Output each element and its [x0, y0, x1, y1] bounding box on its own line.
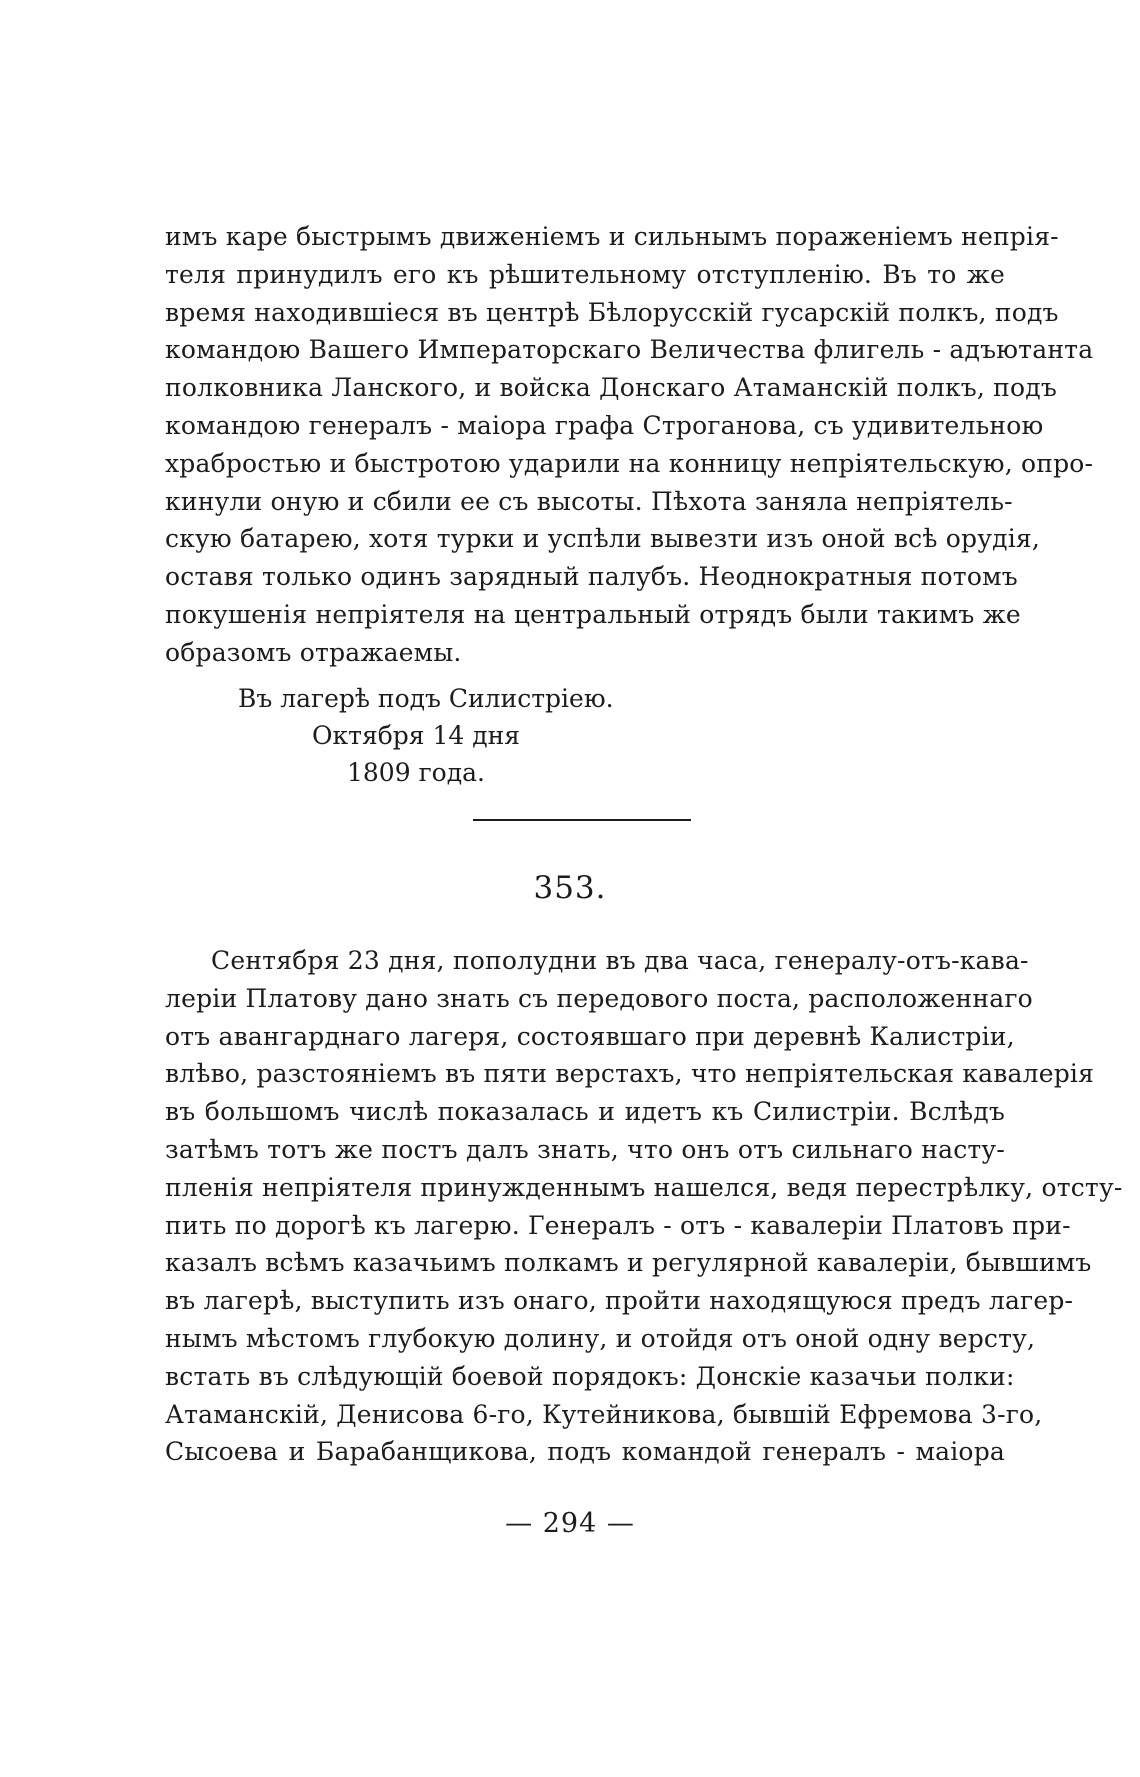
signature-place: Въ лагерѣ подъ Силистріею. [238, 684, 614, 713]
document-number: 353. [533, 870, 607, 906]
text-line: въ большомъ числѣ показалась и идетъ къ Силистріи. Вслѣдъ [165, 1097, 1005, 1127]
text-line: пить по дорогѣ къ лагерю. Генералъ - отъ - кавалеріи Платовъ при- [165, 1210, 1071, 1240]
text-line: затѣмъ тотъ же постъ далъ знать, что онъ отъ сильнаго насту- [165, 1134, 1005, 1164]
text-line: время находившіеся въ центрѣ Бѣлорусскій гусарскій полкъ, подъ [165, 297, 1059, 327]
text-line: Сысоева и Барабанщикова, подъ командой генералъ - маіора [165, 1437, 1005, 1467]
text-line: командою Вашего Императорскаго Величества флигель - адъютанта [165, 335, 1094, 365]
text-line: влѣво, разстояніемъ въ пяти верстахъ, что непріятельская кавалерія [165, 1059, 1095, 1089]
text-line: храбростью и быстротою ударили на конницу непріятельскую, опро- [165, 448, 1094, 478]
text-line: пленія непріятеля принужденнымъ нашелся, ведя перестрѣлку, отсту- [165, 1172, 1123, 1202]
text-line: Сентября 23 дня, пополудни въ два часа, генералу-отъ-кава- [211, 946, 1029, 975]
signature-year: 1809 года. [347, 758, 485, 787]
signature-date: Октября 14 дня [312, 721, 521, 750]
text-line: скую батарею, хотя турки и успѣли вывезти изъ оной всѣ орудія, [165, 524, 1041, 554]
text-line: нымъ мѣстомъ глубокую долину, и отойдя отъ оной одну версту, [165, 1323, 1036, 1353]
text-line: полковника Ланского, и войска Донскаго Атаманскій полкъ, подъ [165, 373, 1057, 403]
paragraph-body [165, 942, 1123, 1471]
section-divider [473, 819, 691, 821]
text-line: командою генералъ - маіора графа Строганова, съ удивительною [165, 410, 1044, 440]
text-line: образомъ отражаемы. [165, 637, 462, 667]
text-line: оставя только одинъ зарядный палубъ. Неоднократныя потомъ [165, 562, 1018, 592]
text-line: Атаманскій, Денисова 6-го, Кутейникова, бывшій Ефремова 3-го, [165, 1399, 1043, 1429]
text-line: въ лагерѣ, выступить изъ онаго, пройти находящуюся предъ лагер- [165, 1286, 1074, 1316]
text-line: встать въ слѣдующій боевой порядокъ: Донскіе казачьи полки: [165, 1361, 1015, 1391]
text-line: кинули оную и сбили ее съ высоты. Пѣхота заняла непріятель- [165, 486, 1013, 516]
text-line: покушенія непріятеля на центральный отрядъ были такимъ же [165, 599, 1021, 629]
text-line: лерiи Платову дано знать съ передового поста, расположеннаго [165, 983, 1033, 1013]
text-line: теля принудилъ его къ рѣшительному отступленію. Въ то же [165, 259, 1005, 289]
text-line: казалъ всѣмъ казачьимъ полкамъ и регулярной кавалеріи, бывшимъ [165, 1248, 1092, 1278]
text-line: отъ авангарднаго лагеря, состоявшаго при деревнѣ Калистріи, [165, 1021, 1015, 1051]
text-line: имъ каре быстрымъ движеніемъ и сильнымъ пораженіемъ непрія- [165, 222, 1059, 251]
page-number: — 294 — [505, 1508, 635, 1539]
paragraph-top [165, 218, 1094, 672]
